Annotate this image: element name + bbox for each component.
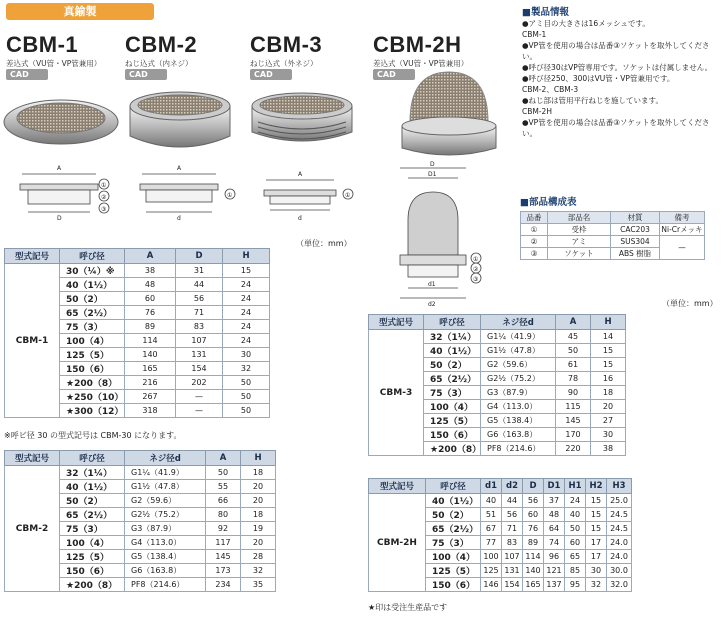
info-line: CBM-2H [522,107,552,116]
cbm2h-technical-drawing [378,160,510,308]
nominal-cell: 50（2） [60,292,125,306]
value-cell: 24 [223,306,270,320]
cad-button[interactable]: CAD [125,69,167,80]
table-header: d1 [481,479,502,494]
technical-drawings [0,160,372,232]
value-cell: 165 [125,362,176,376]
nominal-cell: ★250（10） [60,390,125,404]
table-row [5,466,276,480]
value-cell: 131 [176,348,223,362]
parts-cell: ABS 樹脂 [611,248,660,260]
parts-cell: — [660,236,705,260]
nominal-cell: 65（2½） [60,508,125,522]
value-cell: 18 [241,466,276,480]
value-cell: 37 [544,494,565,508]
cbm1-product-image [2,96,120,146]
parts-title: ■部品構成表 [520,197,577,208]
value-cell: 24 [223,292,270,306]
parts-section [520,194,705,260]
product-cbm1-heading [6,32,101,80]
value-cell: 20 [241,480,276,494]
table-header: A [125,249,176,264]
value-cell: G6（163.8） [125,564,206,578]
nominal-cell: ★200（8） [60,376,125,390]
callout-3: ③ [473,276,479,283]
dim-d-label: d [177,215,181,222]
value-cell: G6（163.8） [481,428,556,442]
dim-a-label: A [298,171,303,178]
value-cell: 31 [176,264,223,278]
model-subtitle: 差込式（VU管・VP管兼用） [6,59,102,68]
value-cell: 15 [591,344,626,358]
nominal-cell: 40（1½） [60,278,125,292]
cbm2-product-image [124,88,236,156]
value-cell: 85 [565,564,586,578]
parts-cell: アミ [548,236,611,248]
value-cell: 56 [176,292,223,306]
value-cell: 48 [125,278,176,292]
model-cell: CBM-2 [5,466,60,592]
product-info [522,4,722,139]
value-cell: 15 [586,508,607,522]
nominal-cell: 75（3） [60,522,125,536]
parts-header: 備考 [660,212,705,224]
value-cell: 19 [241,522,276,536]
value-cell: 24.0 [607,550,632,564]
info-line: ●呼び径30はVP管専用です。ソケットは付属しません。 [522,63,713,72]
callout-3: ③ [101,206,107,213]
table-header: 呼び径 [60,249,125,264]
table-header: H3 [607,479,632,494]
nominal-cell: 40（1½） [424,344,481,358]
value-cell: 60 [125,292,176,306]
value-cell: 83 [502,536,523,550]
table-header: H [591,315,626,330]
dim-d-label: D [57,215,62,222]
table-header: H2 [586,479,607,494]
value-cell: 15 [586,494,607,508]
nominal-cell: ★200（8） [60,578,125,592]
parts-cell: ② [521,236,548,248]
value-cell: 131 [502,564,523,578]
product-cbm2-heading [125,32,197,80]
value-cell: 17 [586,550,607,564]
value-cell: 24 [223,320,270,334]
value-cell: G5（138.4） [481,414,556,428]
cad-button[interactable]: CAD [6,69,48,80]
model-title: CBM-1 [6,32,79,57]
callout-2: ② [473,266,479,273]
value-cell: 89 [523,536,544,550]
value-cell: 80 [206,508,241,522]
value-cell: 154 [176,362,223,376]
value-cell: 77 [481,536,502,550]
callout-1: ① [101,182,107,189]
parts-header: 部品名 [548,212,611,224]
value-cell: 50 [223,390,270,404]
value-cell: 15 [223,264,270,278]
nominal-cell: 65（2½） [424,372,481,386]
model-subtitle: 差込式（VU管・VP管兼用） [373,59,469,68]
value-cell: 30.0 [607,564,632,578]
parts-cell: ① [521,224,548,236]
table-row [521,224,705,236]
model-subtitle: ねじ込式（内ネジ） [125,59,193,68]
table-row [369,494,632,508]
value-cell: 220 [556,442,591,456]
value-cell: 24 [223,278,270,292]
value-cell: 83 [176,320,223,334]
table-header: 呼び径 [60,451,125,466]
value-cell: 20 [241,494,276,508]
value-cell: 61 [556,358,591,372]
value-cell: 16 [591,372,626,386]
nominal-cell: 100（4） [426,550,481,564]
nominal-cell: 150（6） [424,428,481,442]
nominal-cell: 75（3） [60,320,125,334]
cad-button[interactable]: CAD [250,69,292,80]
nominal-cell: 150（6） [426,578,481,592]
value-cell: G1½（47.8） [125,480,206,494]
value-cell: 56 [523,494,544,508]
value-cell: 24.5 [607,522,632,536]
value-cell: 90 [556,386,591,400]
value-cell: G1½（47.8） [481,344,556,358]
parts-cell: CAC203 [611,224,660,236]
table-row [521,236,705,248]
value-cell: 96 [544,550,565,564]
value-cell: 146 [481,578,502,592]
value-cell: 44 [176,278,223,292]
table-header: H1 [565,479,586,494]
value-cell: 18 [241,508,276,522]
value-cell: 45 [556,330,591,344]
value-cell: 202 [176,376,223,390]
value-cell: PF8（214.6） [481,442,556,456]
callout-2: ② [101,194,107,201]
value-cell: 117 [206,536,241,550]
nominal-cell: 125（5） [424,414,481,428]
table-header: D1 [544,479,565,494]
value-cell: 100 [481,550,502,564]
table-row [5,264,270,278]
model-subtitle: ねじ込式（外ネジ） [250,59,318,68]
nominal-cell: 50（2） [424,358,481,372]
nominal-cell: ★300（12） [60,404,125,418]
value-cell: 140 [523,564,544,578]
value-cell: 140 [125,348,176,362]
cbm3-product-image [246,88,358,152]
value-cell: 234 [206,578,241,592]
value-cell: G3（87.9） [481,386,556,400]
table-header: ネジ径d [125,451,206,466]
cbm1-note: ※呼ビ径 30 の型式記号は CBM-30 になります。 [4,431,182,440]
value-cell: 28 [241,550,276,564]
product-cbm3-heading [250,32,322,80]
dim-d2-label: d2 [428,301,436,308]
table-header: A [206,451,241,466]
footnote: ★印は受注生産品です [368,603,448,612]
info-line: ●ねじ部は管用平行ねじを施しています。 [522,96,663,105]
value-cell: 89 [125,320,176,334]
value-cell: G3（87.9） [125,522,206,536]
value-cell: 137 [544,578,565,592]
value-cell: 60 [565,536,586,550]
parts-cell: SUS304 [611,236,660,248]
nominal-cell: 100（4） [424,400,481,414]
value-cell: 170 [556,428,591,442]
value-cell: 40 [481,494,502,508]
value-cell: PF8（214.6） [125,578,206,592]
parts-cell: 受枠 [548,224,611,236]
value-cell: 51 [481,508,502,522]
nominal-cell: 40（1½） [60,480,125,494]
value-cell: 121 [544,564,565,578]
value-cell: 67 [481,522,502,536]
table-header: d2 [502,479,523,494]
nominal-cell: 30（¼）※ [60,264,125,278]
table-header: D [523,479,544,494]
value-cell: G2½（75.2） [481,372,556,386]
value-cell: 50 [223,376,270,390]
value-cell: 107 [502,550,523,564]
value-cell: 145 [556,414,591,428]
cbm1-spec-table [4,248,270,418]
value-cell: 32 [223,362,270,376]
value-cell: 55 [206,480,241,494]
info-line: ●VP管を使用の場合は品番③ソケットを取外してください。 [522,41,710,61]
value-cell: 20 [241,536,276,550]
value-cell: 30 [591,428,626,442]
dim-d-label: D [430,161,435,168]
dim-a-label: A [57,165,62,172]
value-cell: 107 [176,334,223,348]
info-line: CBM-1 [522,30,547,39]
cbm2h-spec-table [368,478,632,592]
nominal-cell: 125（5） [426,564,481,578]
table-header: 型式記号 [369,479,426,494]
value-cell: 17 [586,536,607,550]
value-cell: G2½（75.2） [125,508,206,522]
model-cell: CBM-3 [369,330,424,456]
table-header: 呼び径 [424,315,481,330]
value-cell: 40 [565,508,586,522]
value-cell: 74 [544,536,565,550]
dim-d-label: d [298,215,302,222]
value-cell: 76 [125,306,176,320]
value-cell: 38 [591,442,626,456]
value-cell: 145 [206,550,241,564]
dim-d1-small-label: d1 [428,281,436,288]
value-cell: 92 [206,522,241,536]
dim-d1-label: D1 [428,171,437,178]
nominal-cell: 32（1¼） [60,466,125,480]
value-cell: 50 [206,466,241,480]
cbm2-spec-table [4,450,276,592]
parts-header: 材質 [611,212,660,224]
model-title: CBM-2 [125,32,198,57]
nominal-cell: 40（1½） [426,494,481,508]
value-cell: 24 [223,334,270,348]
model-cell: CBM-1 [5,264,60,418]
nominal-cell: 75（3） [424,386,481,400]
value-cell: 15 [591,358,626,372]
info-title: ■製品情報 [522,7,569,18]
value-cell: 267 [125,390,176,404]
table-header: 型式記号 [5,451,60,466]
value-cell: G4（113.0） [481,400,556,414]
value-cell: 32 [586,578,607,592]
callout-1: ① [345,192,351,199]
value-cell: 32 [241,564,276,578]
value-cell: — [176,404,223,418]
table-header: H [223,249,270,264]
value-cell: G4（113.0） [125,536,206,550]
table-header: H [241,451,276,466]
parts-cell: ③ [521,248,548,260]
value-cell: 50 [565,522,586,536]
value-cell: — [176,390,223,404]
unit-label: （単位：mm） [296,239,352,248]
value-cell: 24.0 [607,536,632,550]
value-cell: 48 [544,508,565,522]
value-cell: G5（138.4） [125,550,206,564]
nominal-cell: 125（5） [60,348,125,362]
unit-label: （単位：mm） [662,299,718,308]
value-cell: 95 [565,578,586,592]
table-header: 型式記号 [369,315,424,330]
info-line: ●VP管を使用の場合は品番③ソケットを取外してください。 [522,118,710,138]
table-header: A [556,315,591,330]
nominal-cell: 150（6） [60,564,125,578]
nominal-cell: 75（3） [426,536,481,550]
nominal-cell: 100（4） [60,334,125,348]
value-cell: 318 [125,404,176,418]
parts-cell: ソケット [548,248,611,260]
nominal-cell: 32（1¼） [424,330,481,344]
parts-header: 品番 [521,212,548,224]
model-title: CBM-3 [250,32,323,57]
value-cell: G2（59.6） [481,358,556,372]
cbm3-spec-table [368,314,626,456]
callout-1: ① [227,192,233,199]
table-header: 型式記号 [5,249,60,264]
value-cell: 154 [502,578,523,592]
value-cell: 44 [502,494,523,508]
cbm2h-product-image [396,70,502,160]
nominal-cell: 50（2） [426,508,481,522]
dim-a-label: A [177,165,182,172]
value-cell: 125 [481,564,502,578]
parts-table [520,211,705,260]
value-cell: G1¼（41.9） [125,466,206,480]
value-cell: G1¼（41.9） [481,330,556,344]
table-header: 呼び径 [426,479,481,494]
nominal-cell: ★200（8） [424,442,481,456]
value-cell: 173 [206,564,241,578]
value-cell: 20 [591,400,626,414]
value-cell: 115 [556,400,591,414]
value-cell: 76 [523,522,544,536]
nominal-cell: 150（6） [60,362,125,376]
nominal-cell: 125（5） [60,550,125,564]
value-cell: 30 [586,564,607,578]
value-cell: 25.0 [607,494,632,508]
info-line: ●アミ目の大きさは16メッシュです。 [522,19,650,28]
value-cell: 216 [125,376,176,390]
value-cell: 165 [523,578,544,592]
info-line: CBM-2、CBM-3 [522,85,579,94]
value-cell: 65 [565,550,586,564]
value-cell: 18 [591,386,626,400]
model-cell: CBM-2H [369,494,426,592]
value-cell: 71 [176,306,223,320]
value-cell: G2（59.6） [125,494,206,508]
value-cell: 15 [586,522,607,536]
value-cell: 64 [544,522,565,536]
value-cell: 71 [502,522,523,536]
model-title: CBM-2H [373,32,462,57]
value-cell: 38 [125,264,176,278]
value-cell: 66 [206,494,241,508]
value-cell: 114 [523,550,544,564]
value-cell: 30 [223,348,270,362]
nominal-cell: 50（2） [60,494,125,508]
nominal-cell: 65（2½） [426,522,481,536]
value-cell: 27 [591,414,626,428]
nominal-cell: 65（2½） [60,306,125,320]
value-cell: 60 [523,508,544,522]
value-cell: 14 [591,330,626,344]
value-cell: 56 [502,508,523,522]
value-cell: 24 [565,494,586,508]
cad-button[interactable]: CAD [373,69,415,80]
nominal-cell: 100（4） [60,536,125,550]
value-cell: 35 [241,578,276,592]
value-cell: 32.0 [607,578,632,592]
table-row [369,330,626,344]
value-cell: 114 [125,334,176,348]
parts-cell: Ni-Crメッキ [661,225,703,234]
callout-1: ① [473,256,479,263]
value-cell: 50 [556,344,591,358]
table-header: D [176,249,223,264]
value-cell: 78 [556,372,591,386]
material-tag: 真鍮製 [6,3,154,20]
value-cell: 24.5 [607,508,632,522]
info-line: ●呼び径250、300はVU管・VP管兼用です。 [522,74,675,83]
table-header: ネジ径d [481,315,556,330]
value-cell: 50 [223,404,270,418]
